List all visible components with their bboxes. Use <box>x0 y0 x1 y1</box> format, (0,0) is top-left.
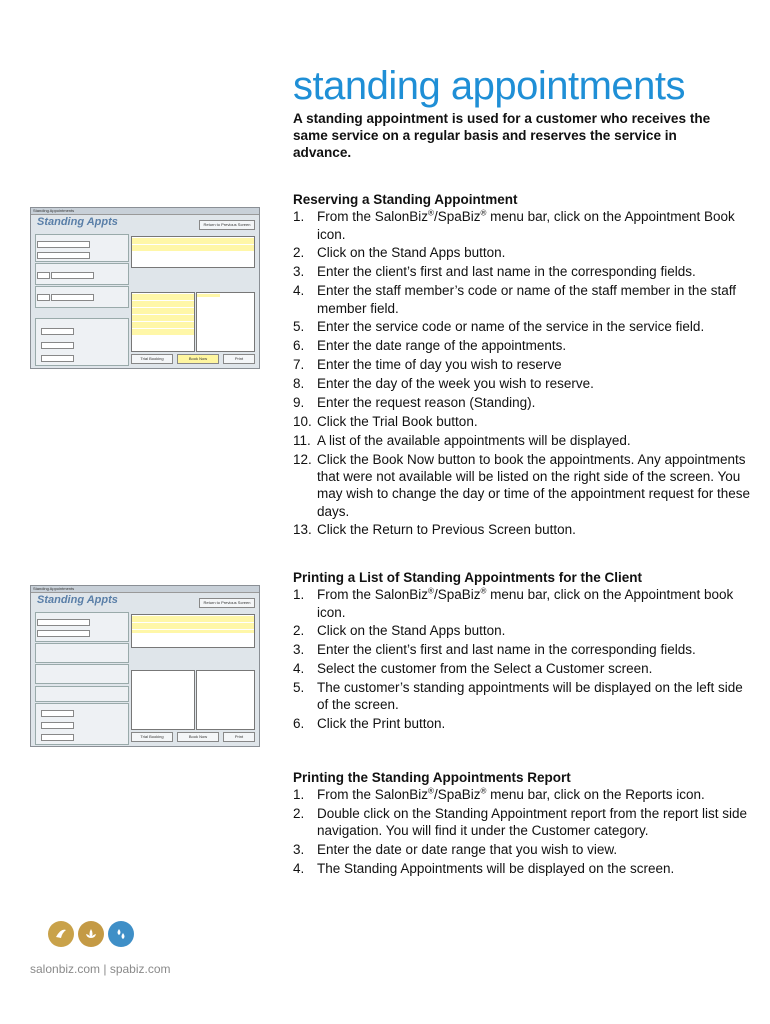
step-item <box>293 679 753 714</box>
staff-name-field[interactable] <box>51 272 94 279</box>
staff-panel <box>35 643 129 663</box>
step-text: Click on the Stand Apps button. <box>317 245 506 261</box>
staff-code-field[interactable] <box>37 272 50 279</box>
step-number: 3. <box>293 642 305 658</box>
step-number: 4. <box>293 861 305 877</box>
steps-list <box>293 586 753 732</box>
lotus-icon <box>78 921 104 947</box>
appointments-grid <box>131 236 255 268</box>
section-printing-list <box>293 569 753 734</box>
window-title-bar: Standing Appointments <box>31 208 259 215</box>
step-number: 1. <box>293 209 305 225</box>
time-field[interactable] <box>41 355 74 362</box>
print-button[interactable]: Print <box>223 732 255 742</box>
step-number: 3. <box>293 842 305 858</box>
first-name-field[interactable] <box>37 241 90 248</box>
step-text: Enter the service code or name of the service in the service field. <box>317 319 705 335</box>
step-item <box>293 860 753 877</box>
step-item <box>293 337 753 354</box>
step-item <box>293 263 753 280</box>
last-name-field[interactable] <box>37 252 90 259</box>
step-number: 6. <box>293 716 305 732</box>
step-item <box>293 318 753 335</box>
section-heading: Printing a List of Standing Appointments for the Client <box>293 570 642 585</box>
start-date-field[interactable] <box>41 328 74 335</box>
step-item <box>293 244 753 261</box>
step-number: 1. <box>293 587 305 603</box>
return-button[interactable]: Return to Previous Screen <box>199 598 255 608</box>
unavailable-grid <box>196 670 255 730</box>
step-text: From the SalonBiz®/SpaBiz® menu bar, click on the Appointment Book icon. <box>317 208 735 242</box>
step-text: Select the customer from the Select a Customer screen. <box>317 661 653 677</box>
trial-booking-button[interactable]: Trial Booking <box>131 732 173 742</box>
trial-booking-button[interactable]: Trial Booking <box>131 354 173 364</box>
step-text: Enter the date range of the appointments. <box>317 338 567 354</box>
step-text: Enter the day of the week you wish to reserve. <box>317 376 594 392</box>
window-title-bar: Standing Appointments <box>31 586 259 593</box>
step-number: 8. <box>293 376 305 392</box>
water-drops-icon <box>108 921 134 947</box>
window-header: Standing Appts <box>37 594 118 606</box>
step-item <box>293 622 753 639</box>
step-item <box>293 786 753 803</box>
section-heading: Printing the Standing Appointments Report <box>293 770 571 785</box>
step-text: Click the Trial Book button. <box>317 413 478 429</box>
brand-logos <box>48 921 134 947</box>
end-date-field[interactable] <box>41 722 74 729</box>
step-number: 10. <box>293 413 312 429</box>
start-date-field[interactable] <box>41 710 74 717</box>
service-panel <box>35 664 129 684</box>
step-number: 3. <box>293 264 305 280</box>
step-item <box>293 660 753 677</box>
section-heading: Reserving a Standing Appointment <box>293 192 518 207</box>
step-text: A list of the available appointments will be displayed. <box>317 432 631 448</box>
time-field[interactable] <box>41 734 74 741</box>
step-number: 1. <box>293 787 305 803</box>
trial-list-grid <box>131 292 195 352</box>
return-button[interactable]: Return to Previous Screen <box>199 220 255 230</box>
step-item <box>293 805 753 840</box>
step-number: 5. <box>293 319 305 335</box>
step-item <box>293 394 753 411</box>
section-reserving <box>293 191 753 540</box>
step-number: 2. <box>293 806 305 822</box>
first-name-field[interactable] <box>37 619 90 626</box>
last-name-field[interactable] <box>37 630 90 637</box>
step-number: 12. <box>293 451 312 467</box>
step-text: Enter the client’s first and last name in the corresponding fields. <box>317 264 696 280</box>
steps-list <box>293 786 753 877</box>
step-item <box>293 432 753 449</box>
step-number: 2. <box>293 245 305 261</box>
step-item <box>293 715 753 732</box>
book-now-button[interactable]: Book Now <box>177 732 219 742</box>
book-now-button[interactable]: Book Now <box>177 354 219 364</box>
step-item <box>293 586 753 621</box>
step-item <box>293 375 753 392</box>
step-item <box>293 282 753 317</box>
service-name-field[interactable] <box>51 294 94 301</box>
step-item <box>293 208 753 243</box>
screenshot-standing-appts-1 <box>30 207 260 369</box>
steps-list <box>293 208 753 538</box>
step-text: Click on the Stand Apps button. <box>317 623 506 639</box>
unavailable-grid <box>196 292 255 352</box>
step-text: From the SalonBiz®/SpaBiz® menu bar, click on the Reports icon. <box>317 786 705 803</box>
step-text: Enter the date or date range that you wish to view. <box>317 842 618 858</box>
section-printing-report <box>293 769 753 879</box>
step-text: Enter the time of day you wish to reserve <box>317 357 562 373</box>
end-date-field[interactable] <box>41 342 74 349</box>
step-number: 7. <box>293 357 305 373</box>
customer-panel <box>35 612 129 642</box>
trial-list-grid <box>131 670 195 730</box>
appointments-grid <box>131 614 255 648</box>
step-number: 4. <box>293 283 305 299</box>
step-text: Click the Book Now button to book the appointments. Any appointments that were not available will be listed on the right side of the screen. You may wish to change the day or time of the appointment request for these days. <box>317 451 750 519</box>
page-title: standing appointments <box>293 64 685 108</box>
step-item <box>293 521 753 538</box>
step-number: 9. <box>293 395 305 411</box>
step-text: The Standing Appointments will be displayed on the screen. <box>317 861 675 877</box>
step-item <box>293 641 753 658</box>
screenshot-standing-appts-2 <box>30 585 260 747</box>
step-text: From the SalonBiz®/SpaBiz® menu bar, click on the Appointment book icon. <box>317 586 734 620</box>
hand-leaf-icon <box>48 921 74 947</box>
step-item <box>293 451 753 520</box>
step-text: Enter the request reason (Standing). <box>317 395 536 411</box>
step-number: 2. <box>293 623 305 639</box>
step-text: Click the Print button. <box>317 716 446 732</box>
step-number: 13. <box>293 522 312 538</box>
step-number: 11. <box>293 432 311 448</box>
step-text: Double click on the Standing Appointment report from the report list side navigation. You will find it under the Customer category. <box>317 806 747 839</box>
print-button[interactable]: Print <box>223 354 255 364</box>
step-text: Click the Return to Previous Screen button. <box>317 522 576 538</box>
step-number: 4. <box>293 661 305 677</box>
step-item <box>293 356 753 373</box>
intro-text: A standing appointment is used for a customer who receives the same service on a regular basis and reserves the service in advance. <box>293 111 711 160</box>
step-item <box>293 841 753 858</box>
step-text: The customer’s standing appointments will be displayed on the left side of the screen. <box>317 680 743 713</box>
step-text: Enter the client’s first and last name in the corresponding fields. <box>317 642 696 658</box>
footer-links: salonbiz.com | spabiz.com <box>30 962 171 976</box>
step-number: 6. <box>293 338 305 354</box>
service-code-field[interactable] <box>37 294 50 301</box>
window-header: Standing Appts <box>37 216 118 228</box>
step-text: Enter the staff member’s code or name of the staff member in the staff member field. <box>317 283 736 316</box>
service-times-panel <box>35 686 129 702</box>
step-number: 5. <box>293 680 305 696</box>
step-item <box>293 413 753 430</box>
